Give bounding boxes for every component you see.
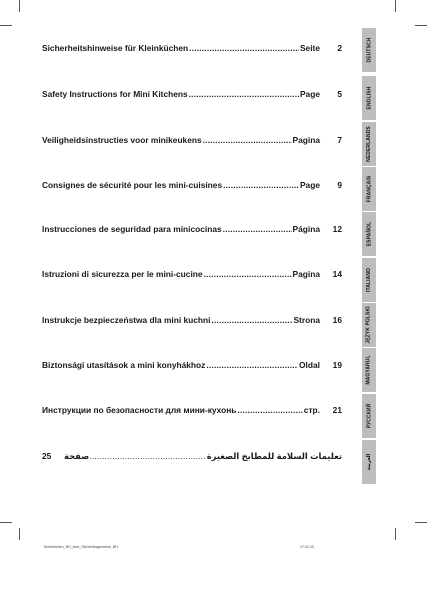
- toc-page-word: Pagina: [292, 135, 320, 145]
- toc-entry-espanol[interactable]: [42, 224, 342, 238]
- toc-entry-polski[interactable]: [42, 315, 342, 329]
- toc-leader-dots: [206, 360, 298, 370]
- crop-mark: [19, 528, 20, 540]
- toc-leader-dots: [204, 269, 292, 279]
- toc-entry-title: Instrucciones de seguridad para minicocinas: [42, 224, 222, 234]
- crop-mark: [395, 0, 396, 12]
- language-tab-polski[interactable]: [362, 303, 376, 347]
- language-tab-english[interactable]: [362, 76, 376, 120]
- toc-leader-dots: [189, 89, 299, 99]
- language-tab-russkiy[interactable]: [362, 394, 376, 438]
- footer-date: 17.02.20: [300, 545, 314, 549]
- toc-entry-francais[interactable]: [42, 180, 342, 194]
- toc-entry-title: Veiligheidsinstructies voor minikeukens: [42, 135, 202, 145]
- toc-entry-arabic[interactable]: [42, 451, 342, 465]
- toc-leader-dots: [211, 315, 292, 325]
- toc-page-word: Page: [299, 89, 320, 99]
- toc-entry-title: Инструкции по безопасности для мини-кухонь: [42, 405, 237, 415]
- language-tab-label: NEDERLANDS: [366, 126, 373, 162]
- toc-page-word: Page: [299, 180, 320, 190]
- language-tab-magyarul[interactable]: [362, 348, 376, 392]
- crop-mark: [19, 0, 20, 12]
- toc-page-word: Strona: [293, 315, 320, 325]
- language-tab-label: JĘZYK POLSKI: [366, 306, 373, 344]
- toc-entry-title: Safety Instructions for Mini Kitchens: [42, 89, 188, 99]
- crop-mark: [415, 522, 427, 523]
- toc-entry-title: Istruzioni di sicurezza per le mini-cucine: [42, 269, 203, 279]
- toc-page-number: 12: [332, 224, 342, 234]
- toc-leader-dots: [90, 451, 205, 461]
- language-tab-label: ESPAÑOL: [366, 221, 372, 247]
- language-tab-espanol[interactable]: [362, 212, 376, 256]
- crop-mark: [395, 528, 396, 540]
- toc-leader-dots: [223, 224, 292, 234]
- toc-entry-magyarul[interactable]: [42, 360, 342, 374]
- toc-page-number: 2: [337, 43, 342, 53]
- toc-page-word: صفحة: [64, 451, 90, 461]
- crop-mark: [0, 522, 12, 523]
- crop-mark: [415, 25, 427, 26]
- language-tab-label: РУССКИЙ: [366, 403, 373, 429]
- crop-mark: [0, 25, 12, 26]
- language-tab-francais[interactable]: [362, 167, 376, 211]
- toc-entry-title: Sicherheitshinweise für Kleinküchen: [42, 43, 189, 53]
- language-tab-label: ITALIANO: [366, 267, 373, 293]
- toc-leader-dots: [237, 405, 302, 415]
- language-tab-deutsch[interactable]: [362, 28, 376, 72]
- toc-page-number: 16: [332, 315, 342, 325]
- language-tab-label: DEUTSCH: [366, 37, 372, 63]
- toc-leader-dots: [223, 180, 299, 190]
- toc-entry-title: Consignes de sécurité pour les mini-cuisines: [42, 180, 223, 190]
- language-tab-label: العربية: [366, 453, 373, 471]
- toc-page-number: 19: [332, 360, 342, 370]
- toc-page-word: Página: [292, 224, 320, 234]
- toc-leader-dots: [189, 43, 299, 53]
- toc-page-number: 9: [337, 180, 342, 190]
- toc-page-number: 14: [332, 269, 342, 279]
- toc-entry-nederlands[interactable]: [42, 135, 342, 149]
- footer-file-name: Kleinküchen_BH_tech_Sicherhitsgemeine_BH: [44, 545, 118, 549]
- language-tab-arabic[interactable]: [362, 440, 376, 484]
- toc-page-word: Oldal: [299, 360, 320, 370]
- toc-leader-dots: [203, 135, 292, 145]
- toc-page-number: 5: [337, 89, 342, 99]
- language-tab-label: FRANÇAIS: [366, 175, 373, 203]
- language-tab-label: MAGYARUL: [366, 355, 373, 385]
- toc-entry-russkiy[interactable]: [42, 405, 342, 419]
- toc-page-word: Pagina: [292, 269, 320, 279]
- language-tab-italiano[interactable]: [362, 258, 376, 302]
- toc-page-number: 25: [42, 451, 52, 461]
- toc-page-number: 21: [332, 405, 342, 415]
- toc-page-word: стр.: [303, 405, 320, 415]
- toc-entry-english[interactable]: [42, 89, 342, 103]
- toc-entry-title: Biztonsági utasítások a mini konyhákhoz: [42, 360, 206, 370]
- toc-entry-italiano[interactable]: [42, 269, 342, 283]
- toc-page-number: 7: [337, 135, 342, 145]
- toc-entry-deutsch[interactable]: [42, 43, 342, 57]
- language-tab-nederlands[interactable]: [362, 122, 376, 166]
- language-tab-label: ENGLISH: [366, 86, 372, 110]
- toc-entry-title: تعليمات السلامة للمطابخ الصغيرة: [206, 451, 342, 461]
- toc-page-word: Seite: [299, 43, 320, 53]
- toc-entry-title: Instrukcje bezpieczeństwa dla mini kuchni: [42, 315, 211, 325]
